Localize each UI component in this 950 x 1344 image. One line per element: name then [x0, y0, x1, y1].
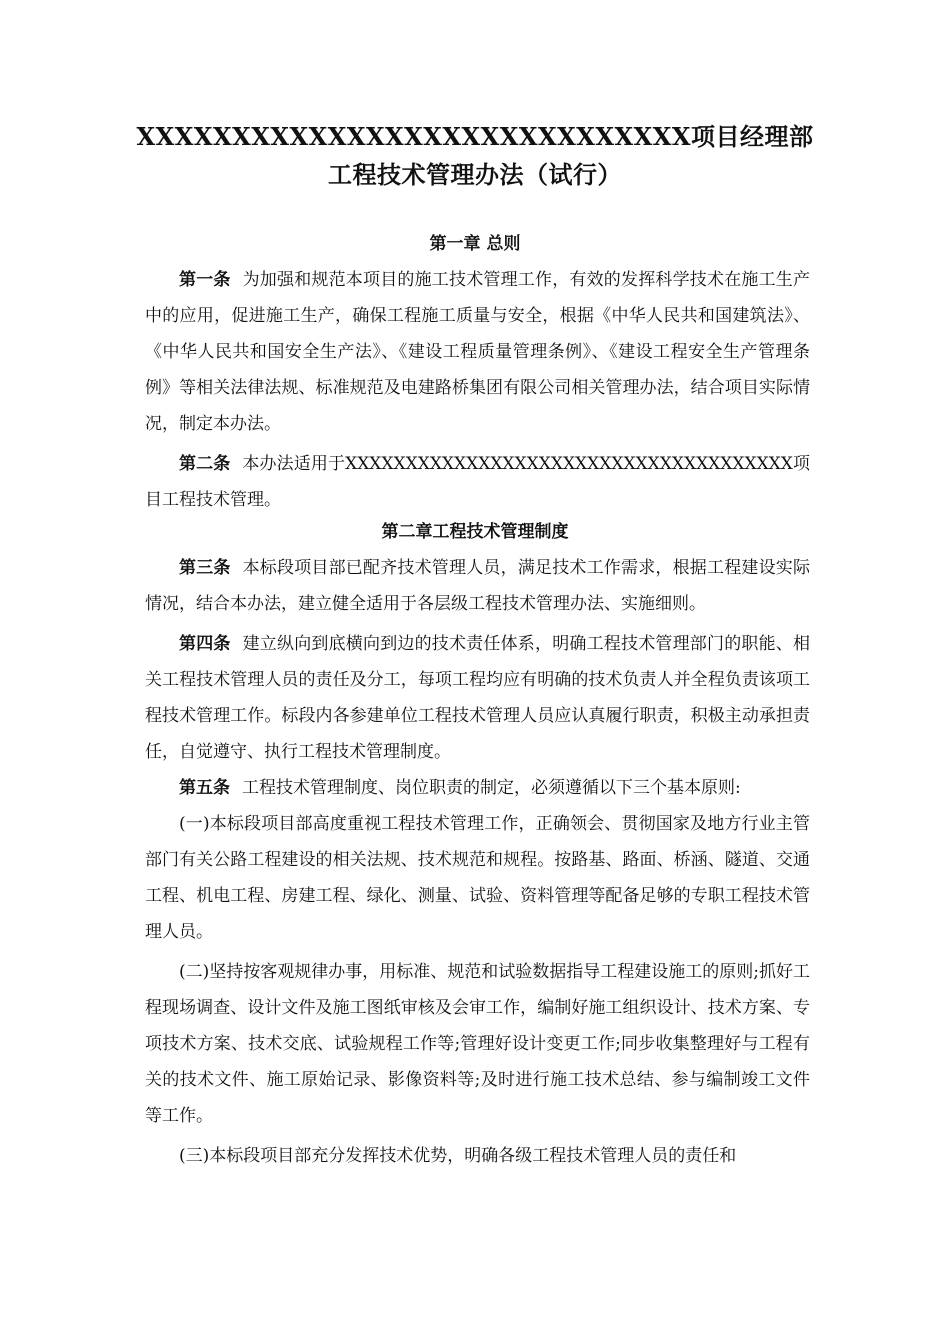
chapter-2-body — [145, 550, 810, 1174]
article-3 — [145, 550, 810, 622]
article-4-label: 第四条 — [179, 634, 231, 654]
article-2-text: 本办法适用于XXXXXXXXXXXXXXXXXXXXXXXXXXXXXXXXXXXXX项目工程技术管理。 — [145, 454, 811, 510]
article-5-label: 第五条 — [179, 778, 230, 798]
chapter-1-heading: 第一章 总则 — [429, 234, 521, 254]
article-5-text: 工程技术管理制度、岗位职责的制定，必须遵循以下三个基本原则: — [242, 778, 741, 798]
article-1 — [145, 262, 810, 442]
article-2 — [145, 446, 810, 518]
article-3-label: 第三条 — [179, 558, 231, 578]
article-4-text: 建立纵向到底横向到边的技术责任体系，明确工程技术管理部门的职能、相关工程技术管理人员的责任及分工，每项工程均应有明确的技术负责人并全程负责该项工程技术管理工作。标段内各参建单位工程技术管理人员应认真履行职责，积极主动承担责任，自觉遵守、执行工程技术管理制度。 — [145, 634, 811, 762]
article-5 — [145, 770, 810, 806]
chapter-2-heading: 第二章工程技术管理制度 — [381, 522, 569, 542]
article-3-text: 本标段项目部已配齐技术管理人员，满足技术工作需求，根据工程建设实际情况，结合本办法，建立健全适用于各层级工程技术管理办法、实施细则。 — [145, 558, 811, 614]
article-1-label: 第一条 — [179, 270, 231, 290]
document-title-line1: XXXXXXXXXXXXXXXXXXXXXXXXXXXXX项目经理部 — [136, 122, 814, 151]
principle-2: (二)坚持按客观规律办事，用标准、规范和试验数据指导工程建设施工的原则;抓好工程现场调查、设计文件及施工图纸审核及会审工作，编制好施工组织设计、技术方案、专项技术方案、技术交底、试验规程工作等;管理好设计变更工作;同步收集整理好与工程有关的技术文件、施工原始记录、影像资料等;及时进行施工技术总结、参与编制竣工文件等工作。 — [145, 962, 810, 1126]
principle-1: (一)本标段项目部高度重视工程技术管理工作，正确领会、贯彻国家及地方行业主管部门有关公路工程建设的相关法规、技术规范和规程。按路基、路面、桥涵、隧道、交通工程、机电工程、房建工程、绿化、测量、试验、资料管理等配备足够的专职工程技术管理人员。 — [145, 814, 810, 942]
principle-3: (三)本标段项目部充分发挥技术优势，明确各级工程技术管理人员的责任和 — [179, 1146, 737, 1166]
article-4 — [145, 626, 810, 770]
document-title-line2: 工程技术管理办法（试行） — [328, 160, 622, 189]
article-2-label: 第二条 — [179, 454, 231, 474]
chapter-1-body — [145, 262, 810, 518]
article-1-text: 为加强和规范本项目的施工技术管理工作，有效的发挥科学技术在施工生产中的应用，促进施工生产，确保工程施工质量与安全，根据《中华人民共和国建筑法》、《中华人民共和国安全生产法》、《建设工程质量管理条例》、《建设工程安全生产管理条例》等相关法律法规、标准规范及电建路桥集团有限公司相关管理办法，结合项目实际情况，制定本办法。 — [145, 270, 811, 434]
